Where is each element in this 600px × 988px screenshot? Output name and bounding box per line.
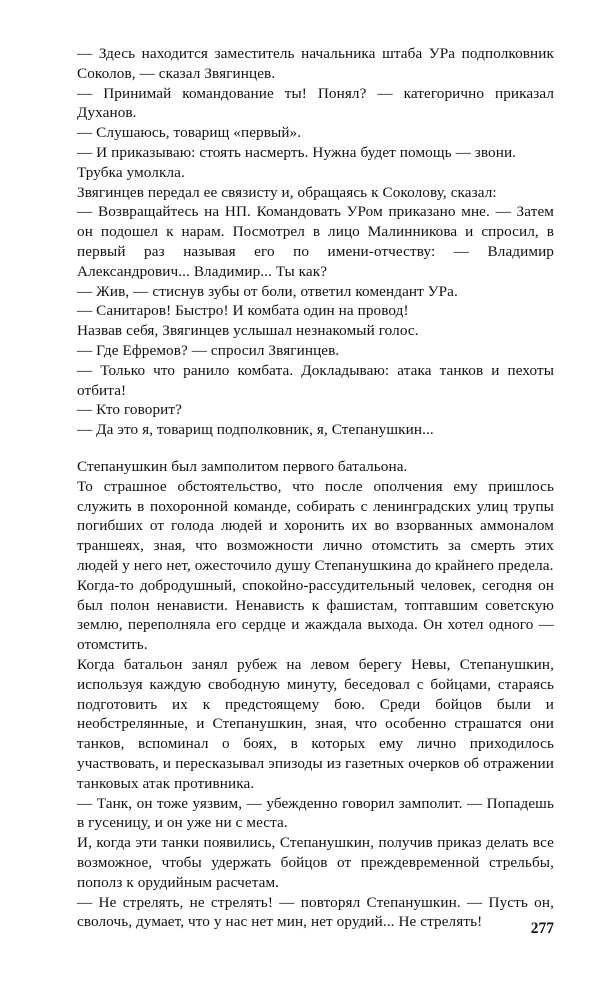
paragraph: — Возвращайтесь на НП. Командовать УРом приказано мне. — Затем он подошел к нарам. Посмотрел в лицо Малинникова и спросил, в первый раз называя его по имени-отчеству: — Владимир Александрович... Владимир... Ты как? [77, 203, 554, 280]
paragraph: — Не стрелять, не стрелять! — повторял Степанушкин. — Пусть он, сволочь, думает, что у нас нет мин, нет орудий... Не стрелять! [77, 893, 554, 931]
paragraph: — Танк, он тоже уязвим, — убежденно говорил замполит. — Попадешь в гусеницу, и он уже ни с места. [77, 794, 554, 832]
paragraph: То страшное обстоятельство, что после ополчения ему пришлось служить в похоронной команде, собирать с ленинградских улиц трупы погибших от голода людей и хоронить их во взорванных аммоналом траншеях, зная, что возможности лично отомстить за смерть этих людей у него нет, ожесточило душу Степанушкина до крайнего предела. [77, 477, 554, 574]
paragraph: Звягинцев передал ее связисту и, обращаясь к Соколову, сказал: [77, 183, 497, 201]
paragraph: — Да это я, товарищ подполковник, я, Степанушкин... [77, 421, 434, 439]
paragraph: — Слушаюсь, товарищ «первый». [77, 124, 302, 142]
page-number: 277 [530, 920, 554, 937]
paragraph: — Только что ранило комбата. Докладываю: атака танков и пехоты отбита! [77, 361, 554, 399]
paragraph: — Где Ефремов? — спросил Звягинцев. [77, 341, 340, 359]
paragraph: Степанушкин был замполитом первого батальона. [77, 458, 408, 475]
paragraph: И, когда эти танки появились, Степанушкин, получив приказ делать все возможное, чтобы удержать бойцов от преждевременной стрельбы, пополз к орудийным расчетам. [77, 834, 554, 891]
paragraph: — Принимай командование ты! Понял? — категорично приказал Духанов. [77, 84, 554, 122]
paragraph: — И приказываю: стоять насмерть. Нужна будет помощь — звони. [77, 143, 517, 161]
narrative-section [77, 457, 554, 932]
paragraph: — Жив, — стиснув зубы от боли, ответил комендант УРа. [77, 282, 458, 300]
paragraph: — Кто говорит? [77, 401, 182, 419]
paragraph: Когда батальон занял рубеж на левом берегу Невы, Степанушкин, используя каждую свободную минуту, беседовал с бойцами, стараясь подготовить их к предстоящему бою. Среди бойцов были и необстрелянные, и Степанушкин, зная, что особенно страшатся они танков, вспоминал о боях, в которых ему лично приходилось участвовать, и пересказывал эпизоды из газетных очерков об отражении танковых атак противника. [77, 655, 554, 792]
paragraph: — Санитаров! Быстро! И комбата один на провод! [77, 302, 409, 320]
paragraph: — Здесь находится заместитель начальника штаба УРа подполковник Соколов, — сказал Звягинцев. [77, 45, 554, 82]
paragraph: Назвав себя, Звягинцев услышал незнакомый голос. [77, 322, 419, 340]
dialogue-section [77, 44, 554, 440]
paragraph: Когда-то добродушный, спокойно-рассудительный человек, сегодня он был полон ненависти. Ненависть к фашистам, топтавшим советскую землю, переполняла его сердце и жаждала выхода. Он хотел одного — отомстить. [77, 576, 554, 654]
paragraph: Трубка умолкла. [77, 163, 185, 181]
